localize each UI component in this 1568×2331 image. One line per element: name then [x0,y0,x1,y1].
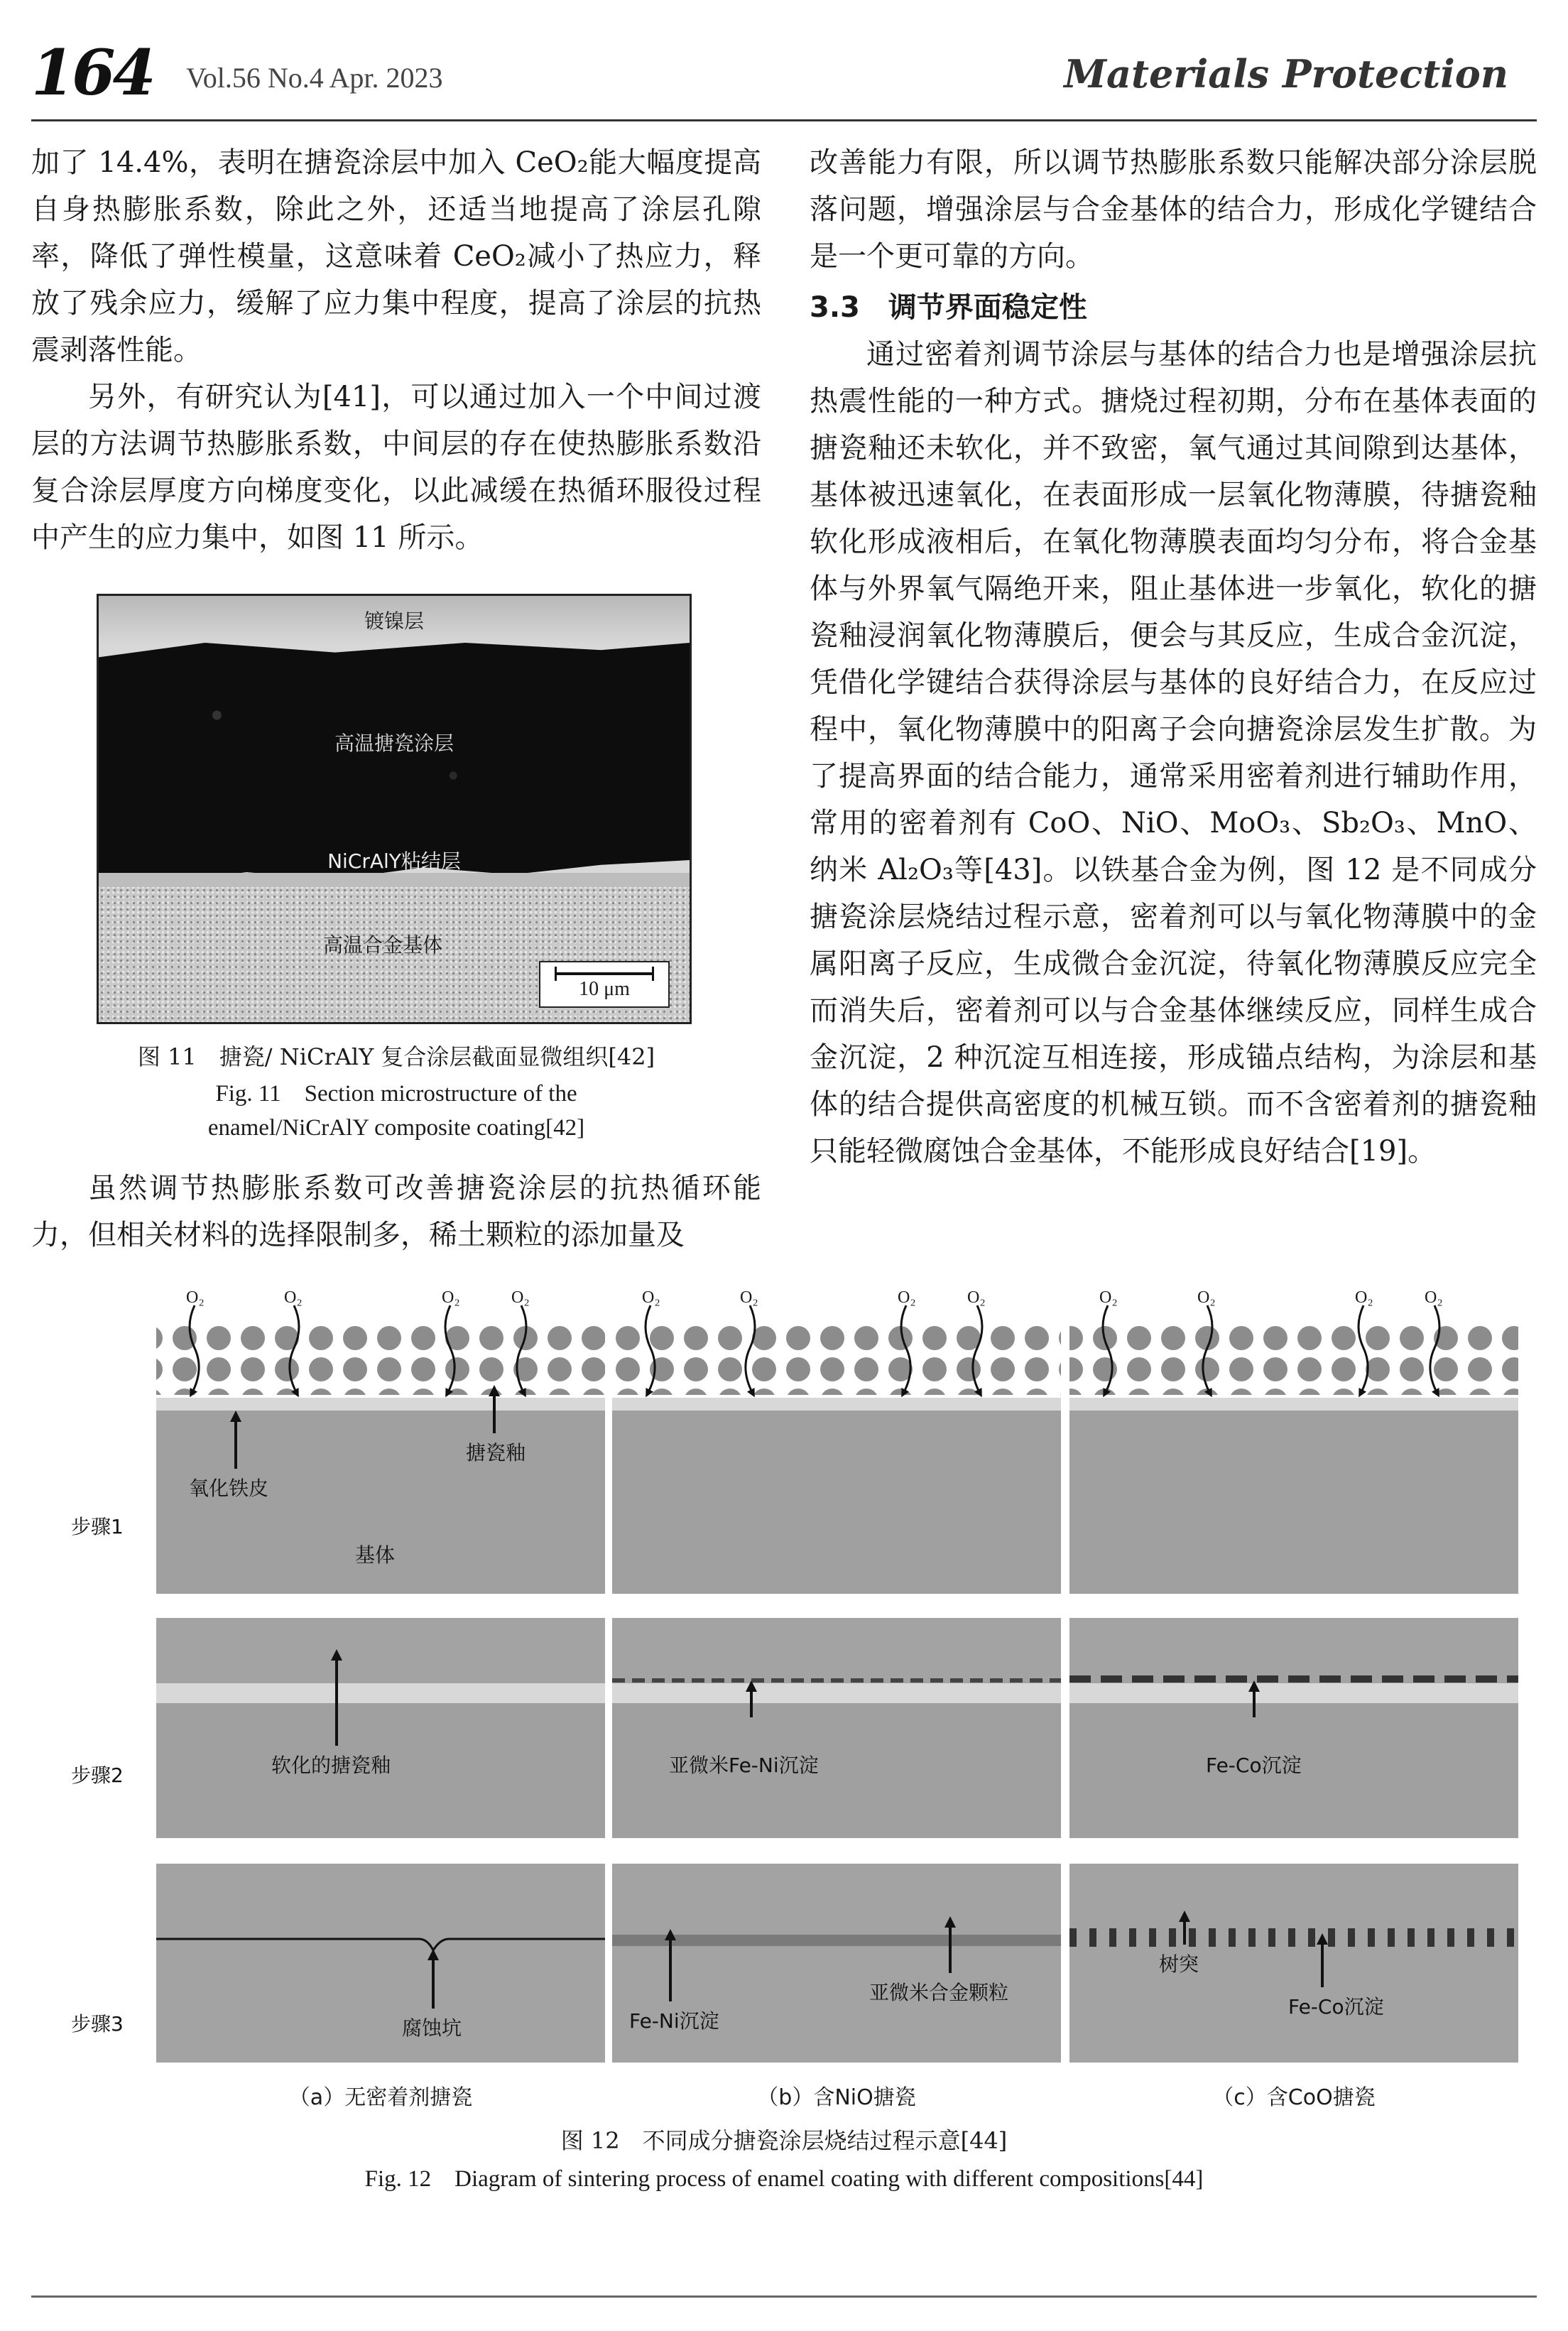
row-label-step3: 步骤3 [71,2012,124,2036]
row-label-step2: 步骤2 [71,1764,124,1787]
issue-info: Vol.56 No.4 Apr. 2023 [186,62,443,94]
substrate-b1 [612,1411,1061,1594]
figure-11-caption-cn: 图 11 搪瓷/ NiCrAlY 复合涂层截面显微组织[42] [137,1043,655,1070]
step3-row [156,1864,1518,2063]
o2-label-a4: O₂ [511,1288,530,1307]
o2-label-b1: O₂ [642,1288,660,1307]
label-softened-glaze: 软化的搪瓷釉 [271,1754,391,1777]
substrate-c1 [1069,1411,1518,1594]
label-substrate: 基体 [355,1543,396,1567]
left-column [31,139,761,561]
glaze-particles-a [156,1324,605,1395]
right-paragraph-1: 改善能力有限，所以调节热膨胀系数只能解决部分涂层脱落问题，增强涂层与合金基体的结合力，形成化学键结合是一个更可靠的方向。 [810,146,1537,273]
label-iron-oxide: 氧化铁皮 [189,1477,269,1500]
figure-12-caption-cn: 图 12 不同成分搪瓷涂层烧结过程示意[44] [560,2127,1008,2154]
figure-12-caption-en: Fig. 12 Diagram of sintering process of enamel coating with different compositions[44] [364,2166,1204,2192]
o2-label-a1: O₂ [186,1288,205,1307]
footer-rule [31,2295,1537,2298]
o2-label-b2: O₂ [740,1288,758,1307]
o2-label-c4: O₂ [1425,1288,1443,1307]
label-submicron-alloy: 亚微米合金颗粒 [869,1981,1009,2004]
figure-11-caption-en-1: Fig. 11 Section microstructure of the [215,1081,577,1107]
o2-label-c2: O₂ [1197,1288,1216,1307]
left-paragraph-2: 另外，有研究认为[41]，可以通过加入一个中间过渡层的方法调节热膨胀系数，中间层的存在使热膨胀系数沿复合涂层厚度方向梯度变化，以此减缓在热循环服役过程中产生的应力集中，如图 11 所示。 [31,381,761,554]
figure-12 [31,1288,1537,2229]
label-bond: NiCrAlY粘结层 [327,849,461,873]
subcaption-a: （a）无密着剂搪瓷 [288,2085,473,2110]
glaze-particles-b [612,1324,1061,1395]
label-feco-2: Fe-Co沉淀 [1288,1995,1384,2018]
header-rule [31,119,1537,121]
page-number: 164 [31,36,153,109]
figure-11-micrograph [97,594,692,1024]
o2-label-a2: O₂ [284,1288,303,1307]
o2-label-a3: O₂ [442,1288,460,1307]
subcaption-b: （b）含NiO搪瓷 [757,2085,916,2110]
label-submicron-feni: 亚微米Fe-Ni沉淀 [669,1754,819,1777]
label-feco: Fe-Co沉淀 [1206,1754,1302,1777]
right-paragraph-2: 通过密着剂调节涂层与基体的结合力也是增强涂层抗热震性能的一种方式。搪烧过程初期，分布在基体表面的搪瓷釉还未软化，并不致密，氧气通过其间隙到达基体，基体被迅速氧化，在表面形成一层氧化物薄膜，待搪瓷釉软化形成液相后，在氧化物薄膜表面均匀分布，将合金基体与外界氧气隔绝开来，阻止基体进一步氧化，软化的搪瓷釉浸润氧化物薄膜后，便会与其反应，生成合金沉淀，凭借化学键结合获得涂层与基体的良好结合力，在反应过程中，氧化物薄膜中的阳离子会向搪瓷涂层发生扩散。为了提高界面的结合能力，通常采用密着剂进行辅助作用，常用的密着剂有 CoO、NiO、MoO₃、Sb₂O₃、MnO、纳米 Al₂O₃等[43]。以铁基合金为例，图 12 是不同成分搪瓷涂层烧结过程示意，密着剂可以与氧化物薄膜中的金属阳离子反应，生成微合金沉淀，待氧化物薄膜反应完全而消失后，密着剂可以与合金基体继续反应，同样生成合金沉淀，2 种沉淀互相连接，形成锚点结构，为涂层和基体的结合提供高密度的机械互锁。而不含密着剂的搪瓷釉只能轻微腐蚀合金基体，不能形成良好结合[19]。 [810,338,1537,1168]
label-enamel: 高温搪瓷涂层 [334,732,454,755]
label-substrate: 高温合金基体 [322,933,443,957]
o2-label-c3: O₂ [1355,1288,1373,1307]
section-heading: 3.3 调节界面稳定性 [810,291,1087,324]
label-nickel: 镀镍层 [364,609,425,633]
step2-row [156,1618,1518,1838]
label-feni: Fe-Ni沉淀 [629,2009,719,2033]
o2-label-c1: O₂ [1099,1288,1118,1307]
glaze-particles-c [1069,1324,1518,1395]
left-paragraph-1: 加了 14.4%，表明在搪瓷涂层中加入 CeO₂能大幅度提高自身热膨胀系数，除此之外，还适当地提高了涂层孔隙率，降低了弹性模量，这意味着 CeO₂减小了热应力，释放了残余应力，缓解了应力集中程度，提高了涂层的抗热震剥落性能。 [31,146,761,366]
left-column-continued [31,1165,761,1259]
label-corrosion-pit: 腐蚀坑 [402,2016,462,2040]
o2-label-b4: O₂ [967,1288,986,1307]
o2-label-b3: O₂ [898,1288,916,1307]
row-label-step1: 步骤1 [71,1515,124,1538]
right-column [810,139,1537,1175]
label-dendrite: 树突 [1159,1952,1199,1976]
scale-bar [555,972,654,975]
scale-bar-box [539,961,670,1008]
scale-text: 10 μm [579,978,630,1000]
left-paragraph-3: 虽然调节热膨胀系数可改善搪瓷涂层的抗热循环能力，但相关材料的选择限制多，稀土颗粒的添加量及 [31,1172,761,1251]
figure-11-caption-en-2: enamel/NiCrAlY composite coating[42] [207,1115,585,1141]
subcaption-c: （c）含CoO搪瓷 [1212,2085,1376,2110]
journal-title: Materials Protection [1064,51,1508,97]
label-enamel-glaze: 搪瓷釉 [466,1441,526,1465]
